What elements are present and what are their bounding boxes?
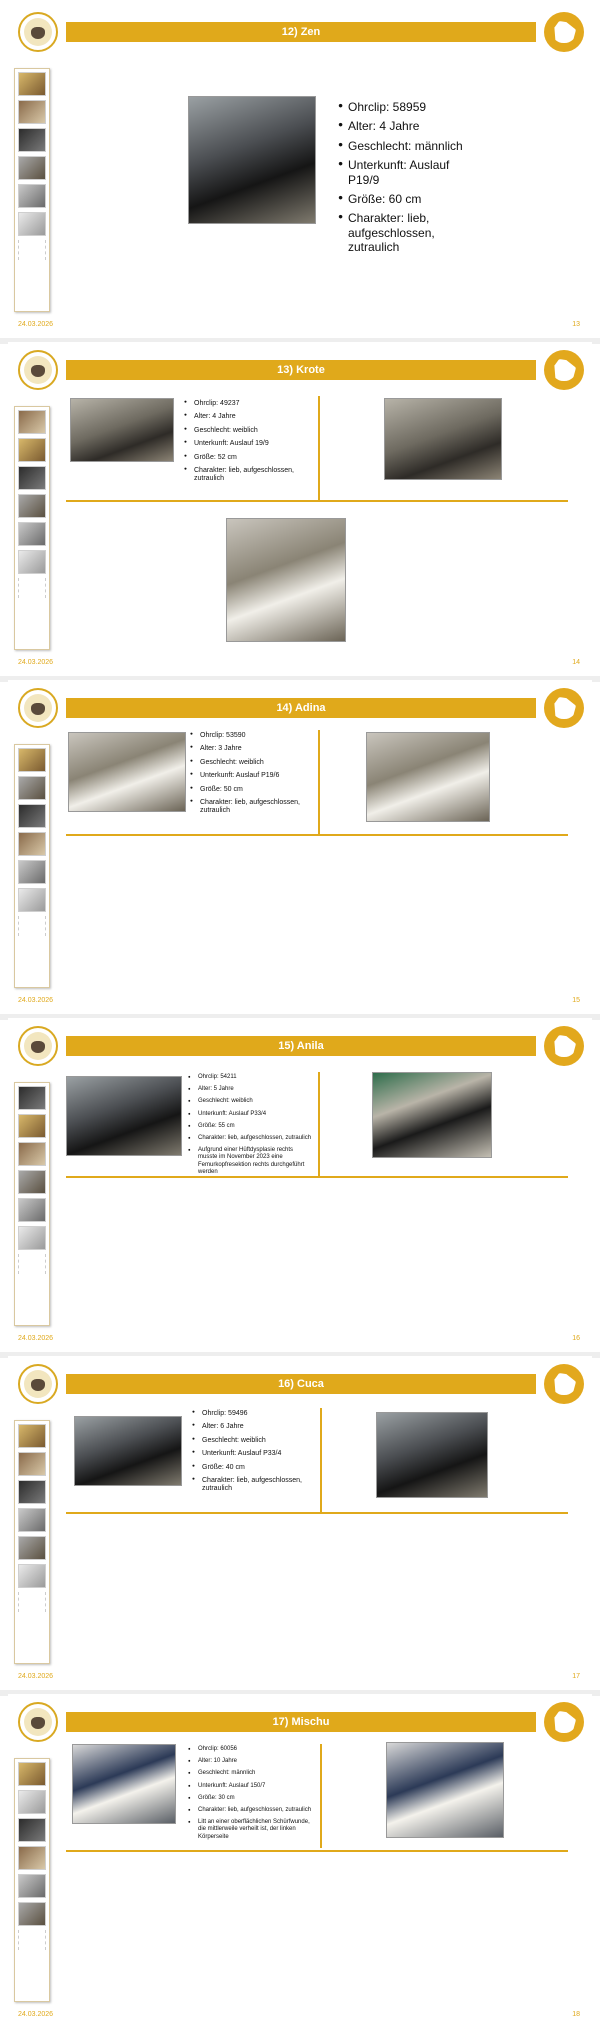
- fact-item: ● Größe: 40 cm: [192, 1464, 314, 1472]
- page-number: 16: [572, 1335, 580, 1342]
- fact-item: ● Größe: 52 cm: [184, 454, 304, 462]
- photo-filmstrip: [14, 68, 50, 312]
- slide-cuca: [8, 1356, 592, 1688]
- photo-filmstrip: [14, 1082, 50, 1326]
- dog-photo: [72, 1744, 176, 1824]
- slide-title: 15) Anila: [66, 1036, 536, 1056]
- shelter-logo-left: [18, 1364, 58, 1404]
- fact-item: ● Ohrclip: 53590: [190, 732, 310, 740]
- fact-list: [190, 732, 310, 821]
- dog-logo-icon: [544, 12, 584, 52]
- slide-title: 13) Krote: [66, 360, 536, 380]
- shelter-logo-left: [18, 688, 58, 728]
- fact-list: [338, 100, 468, 260]
- fact-item: ● Charakter: lieb, aufgeschlossen, zutraulich: [188, 1135, 314, 1142]
- fact-item: ● Größe: 60 cm: [338, 192, 468, 206]
- slide-title: 14) Adina: [66, 698, 536, 718]
- fact-item: ● Alter: 6 Jahre: [192, 1423, 314, 1431]
- dog-logo-icon: [544, 1364, 584, 1404]
- page-number: 14: [572, 659, 580, 666]
- fact-item: ● Ohrclip: 58959: [338, 100, 468, 114]
- dog-photo: [366, 732, 490, 822]
- fact-item: ● Größe: 50 cm: [190, 786, 310, 794]
- slide-anila: [8, 1018, 592, 1350]
- fact-item: ● Ohrclip: 60056: [188, 1746, 316, 1753]
- dog-photo: [70, 398, 174, 462]
- fact-item: ● Unterkunft: Auslauf P33/4: [188, 1111, 314, 1118]
- fact-list: [192, 1410, 314, 1499]
- photo-filmstrip: [14, 1758, 50, 2002]
- fact-list: [184, 400, 304, 489]
- fact-item: ● Alter: 4 Jahre: [184, 413, 304, 421]
- dog-photo: [74, 1416, 182, 1486]
- dog-logo-icon: [544, 1026, 584, 1066]
- shelter-logo-left: [18, 1702, 58, 1742]
- page-number: 15: [572, 997, 580, 1004]
- page-number: 13: [572, 321, 580, 328]
- fact-item: ● Geschlecht: weiblich: [190, 759, 310, 767]
- fact-item: ● Geschlecht: weiblich: [192, 1437, 314, 1445]
- dog-photo: [376, 1412, 488, 1498]
- fact-item: ● Geschlecht: männlich: [188, 1770, 316, 1777]
- photo-filmstrip: [14, 744, 50, 988]
- dog-photo: [188, 96, 316, 224]
- slide-date: 24.03.2026: [18, 1335, 54, 1342]
- shelter-logo-left: [18, 12, 58, 52]
- fact-item: ● Geschlecht: weiblich: [184, 427, 304, 435]
- dog-logo-icon: [544, 688, 584, 728]
- dog-photo: [372, 1072, 492, 1158]
- fact-item: ● Alter: 4 Jahre: [338, 119, 468, 133]
- slide-date: 24.03.2026: [18, 1673, 54, 1680]
- slide-krote: [8, 342, 592, 674]
- slide-date: 24.03.2026: [18, 659, 54, 666]
- slide-date: 24.03.2026: [18, 2011, 54, 2018]
- fact-item: ● Geschlecht: weiblich: [188, 1098, 314, 1105]
- slide-zen: [8, 4, 592, 336]
- fact-item: ● Unterkunft: Auslauf P19/6: [190, 772, 310, 780]
- fact-item: ● Ohrclip: 49237: [184, 400, 304, 408]
- dog-logo-icon: [544, 1702, 584, 1742]
- slide-mischu: [8, 1694, 592, 2022]
- fact-item: ● Charakter: lieb, aufgeschlossen, zutraulich: [188, 1807, 316, 1814]
- slide-title: 16) Cuca: [66, 1374, 536, 1394]
- fact-item: ● Ohrclip: 59496: [192, 1410, 314, 1418]
- fact-item: ● Alter: 10 Jahre: [188, 1758, 316, 1765]
- fact-item: ● Unterkunft: Auslauf P19/9: [338, 158, 468, 187]
- page-number: 17: [572, 1673, 580, 1680]
- fact-item: ● Charakter: lieb, aufgeschlossen, zutraulich: [184, 467, 304, 484]
- dog-photo: [68, 732, 186, 812]
- fact-item: ● Unterkunft: Auslauf 150/7: [188, 1783, 316, 1790]
- fact-item: ● Litt an einer oberflächlichen Schürfwunde, die mittlerweile verheilt ist, der linken Körperseite: [188, 1819, 316, 1841]
- slide-adina: [8, 680, 592, 1012]
- dog-photo: [384, 398, 502, 480]
- dog-photo: [386, 1742, 504, 1838]
- dog-photo: [226, 518, 346, 642]
- page-number: 18: [572, 2011, 580, 2018]
- fact-item: ● Charakter: lieb, aufgeschlossen, zutraulich: [192, 1477, 314, 1494]
- fact-item: ● Aufgrund einer Hüftdysplasie rechts musste im November 2023 eine Femurkopfresektion rechts durchgeführt werden: [188, 1147, 314, 1176]
- slide-date: 24.03.2026: [18, 321, 54, 328]
- fact-item: ● Charakter: lieb, aufgeschlossen, zutraulich: [190, 799, 310, 816]
- photo-filmstrip: [14, 406, 50, 650]
- photo-filmstrip: [14, 1420, 50, 1664]
- shelter-logo-left: [18, 350, 58, 390]
- fact-list: [188, 1746, 316, 1846]
- dog-logo-icon: [544, 350, 584, 390]
- slide-title: 17) Mischu: [66, 1712, 536, 1732]
- fact-list: [188, 1074, 314, 1181]
- fact-item: ● Unterkunft: Auslauf 19/9: [184, 440, 304, 448]
- fact-item: ● Alter: 5 Jahre: [188, 1086, 314, 1093]
- fact-item: ● Größe: 55 cm: [188, 1123, 314, 1130]
- fact-item: ● Geschlecht: männlich: [338, 139, 468, 153]
- fact-item: ● Alter: 3 Jahre: [190, 745, 310, 753]
- fact-item: ● Ohrclip: 54211: [188, 1074, 314, 1081]
- slide-title: 12) Zen: [66, 22, 536, 42]
- fact-item: ● Unterkunft: Auslauf P33/4: [192, 1450, 314, 1458]
- dog-photo: [66, 1076, 182, 1156]
- shelter-logo-left: [18, 1026, 58, 1066]
- fact-item: ● Größe: 30 cm: [188, 1795, 316, 1802]
- fact-item: ● Charakter: lieb, aufgeschlossen, zutraulich: [338, 211, 468, 254]
- slide-date: 24.03.2026: [18, 997, 54, 1004]
